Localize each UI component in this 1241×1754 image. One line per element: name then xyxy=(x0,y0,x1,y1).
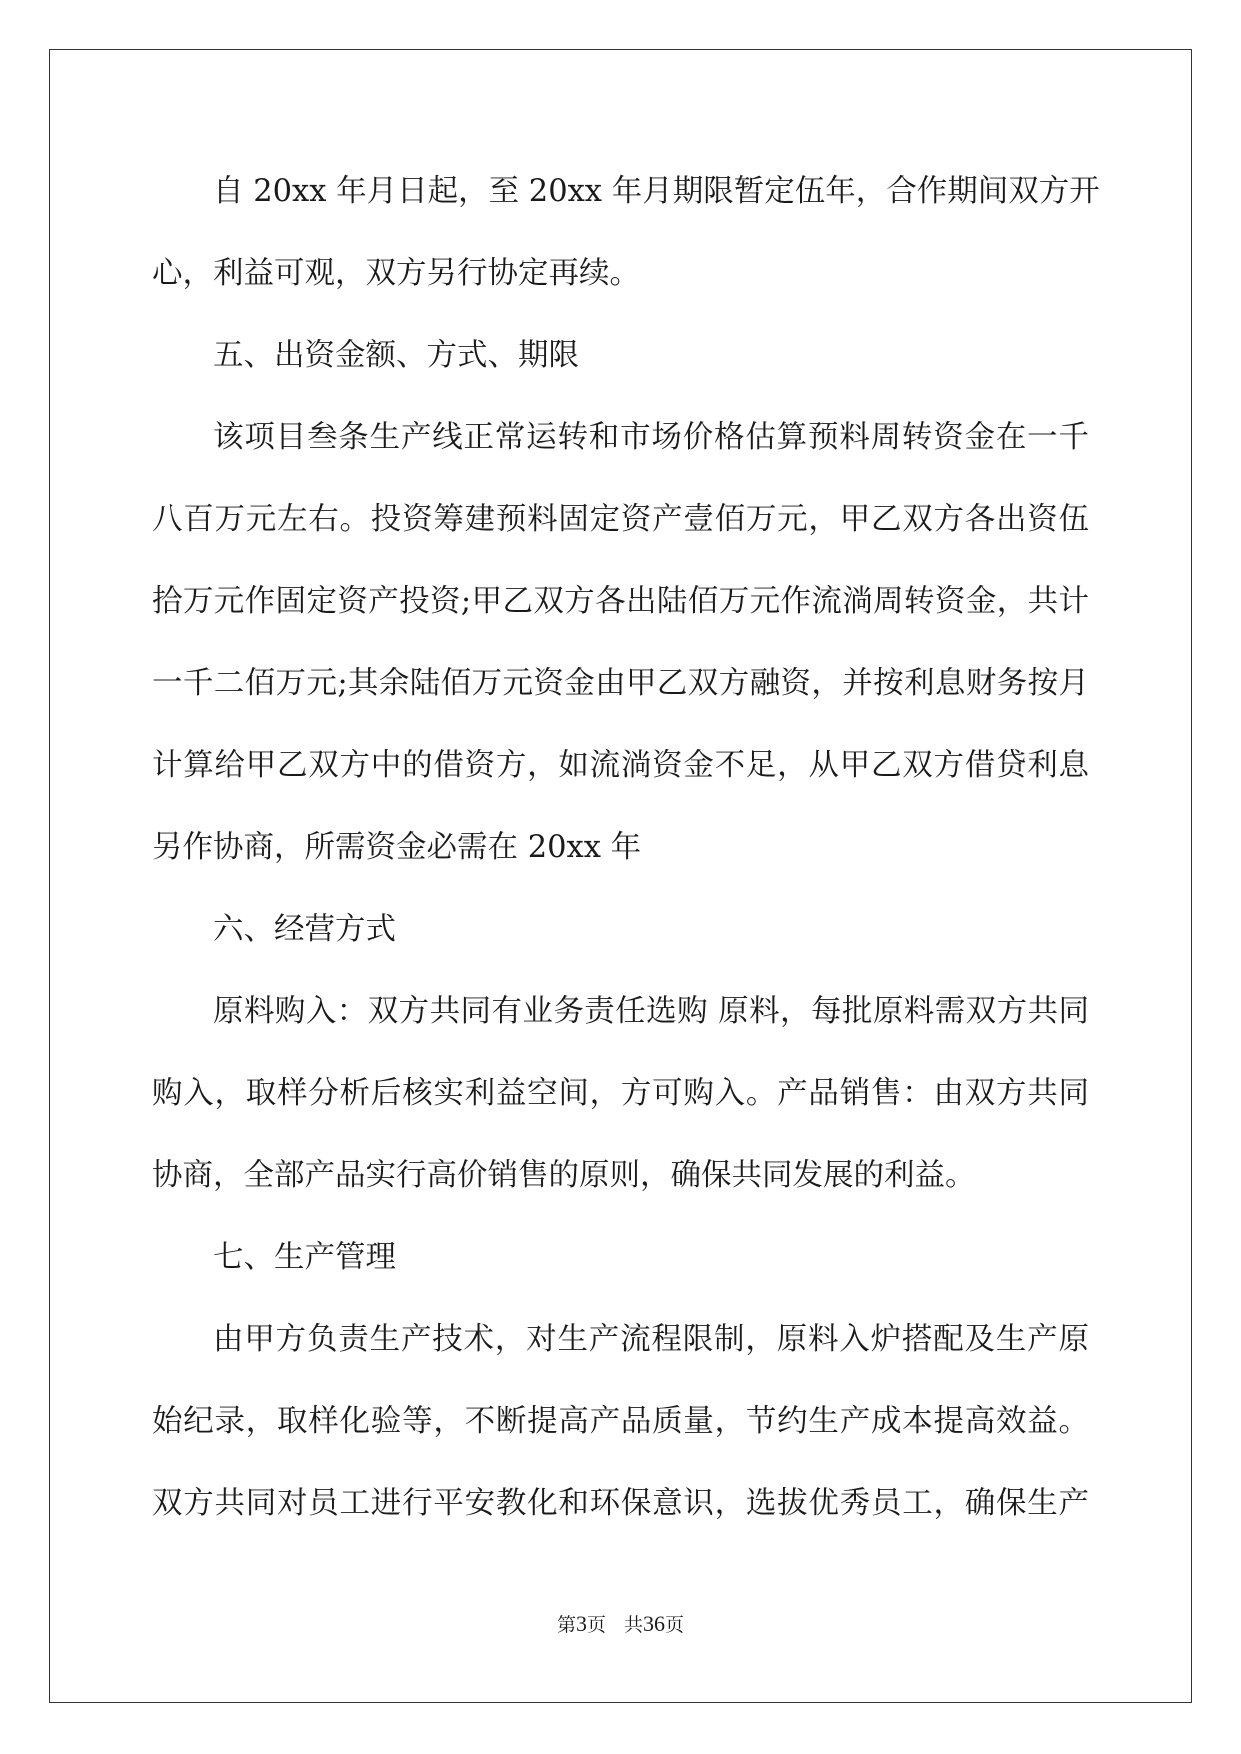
text-line: 原料购入：双方共同有业务责任选购 原料，每批原料需双方共同 xyxy=(213,994,1089,1029)
text-line: 计算给甲乙双方中的借资方，如流淌资金不足，从甲乙双方借贷利息 xyxy=(152,748,1089,783)
text-line: 七、生产管理 xyxy=(213,1240,396,1275)
text-line: 八百万元左右。投资筹建预料固定资产壹佰万元，甲乙双方各出资伍 xyxy=(152,502,1089,537)
text-line: 心，利益可观，双方另行协定再续。 xyxy=(152,256,640,291)
page-label-suffix: 页 xyxy=(586,1614,606,1636)
document-body xyxy=(152,162,1100,1556)
page-number: 3 xyxy=(575,1611,587,1636)
page-label-prefix: 第 xyxy=(556,1614,576,1636)
total-label-prefix: 共 xyxy=(624,1614,644,1636)
total-label-suffix: 页 xyxy=(665,1614,685,1636)
page-footer xyxy=(0,1612,1241,1637)
text-line: 购入，取样分析后核实利益空间，方可购入。产品销售：由双方共同 xyxy=(152,1076,1089,1111)
text-line: 该项目叁条生产线正常运转和市场价格估算预料周转资金在一千 xyxy=(213,420,1089,455)
text-line: 一千二佰万元;其余陆佰万元资金由甲乙双方融资，并按利息财务按月 xyxy=(152,666,1089,701)
text-line: 协商，全部产品实行高价销售的原则，确保共同发展的利益。 xyxy=(152,1158,976,1193)
text-line: 另作协商，所需资金必需在 20xx 年 xyxy=(152,830,642,865)
text-line: 自 20xx 年月日起，至 20xx 年月期限暂定伍年，合作期间双方开 xyxy=(213,174,1100,209)
text-line: 由甲方负责生产技术，对生产流程限制，原料入炉搭配及生产原 xyxy=(213,1322,1089,1357)
total-pages: 36 xyxy=(643,1611,666,1636)
text-line: 拾万元作固定资产投资;甲乙双方各出陆佰万元作流淌周转资金，共计 xyxy=(152,584,1089,619)
text-line: 五、出资金额、方式、期限 xyxy=(213,338,579,373)
text-line: 双方共同对员工进行平安教化和环保意识，选拔优秀员工，确保生产 xyxy=(152,1486,1089,1521)
text-line: 六、经营方式 xyxy=(213,912,396,947)
text-line: 始纪录，取样化验等，不断提高产品质量，节约生产成本提高效益。 xyxy=(152,1404,1089,1439)
